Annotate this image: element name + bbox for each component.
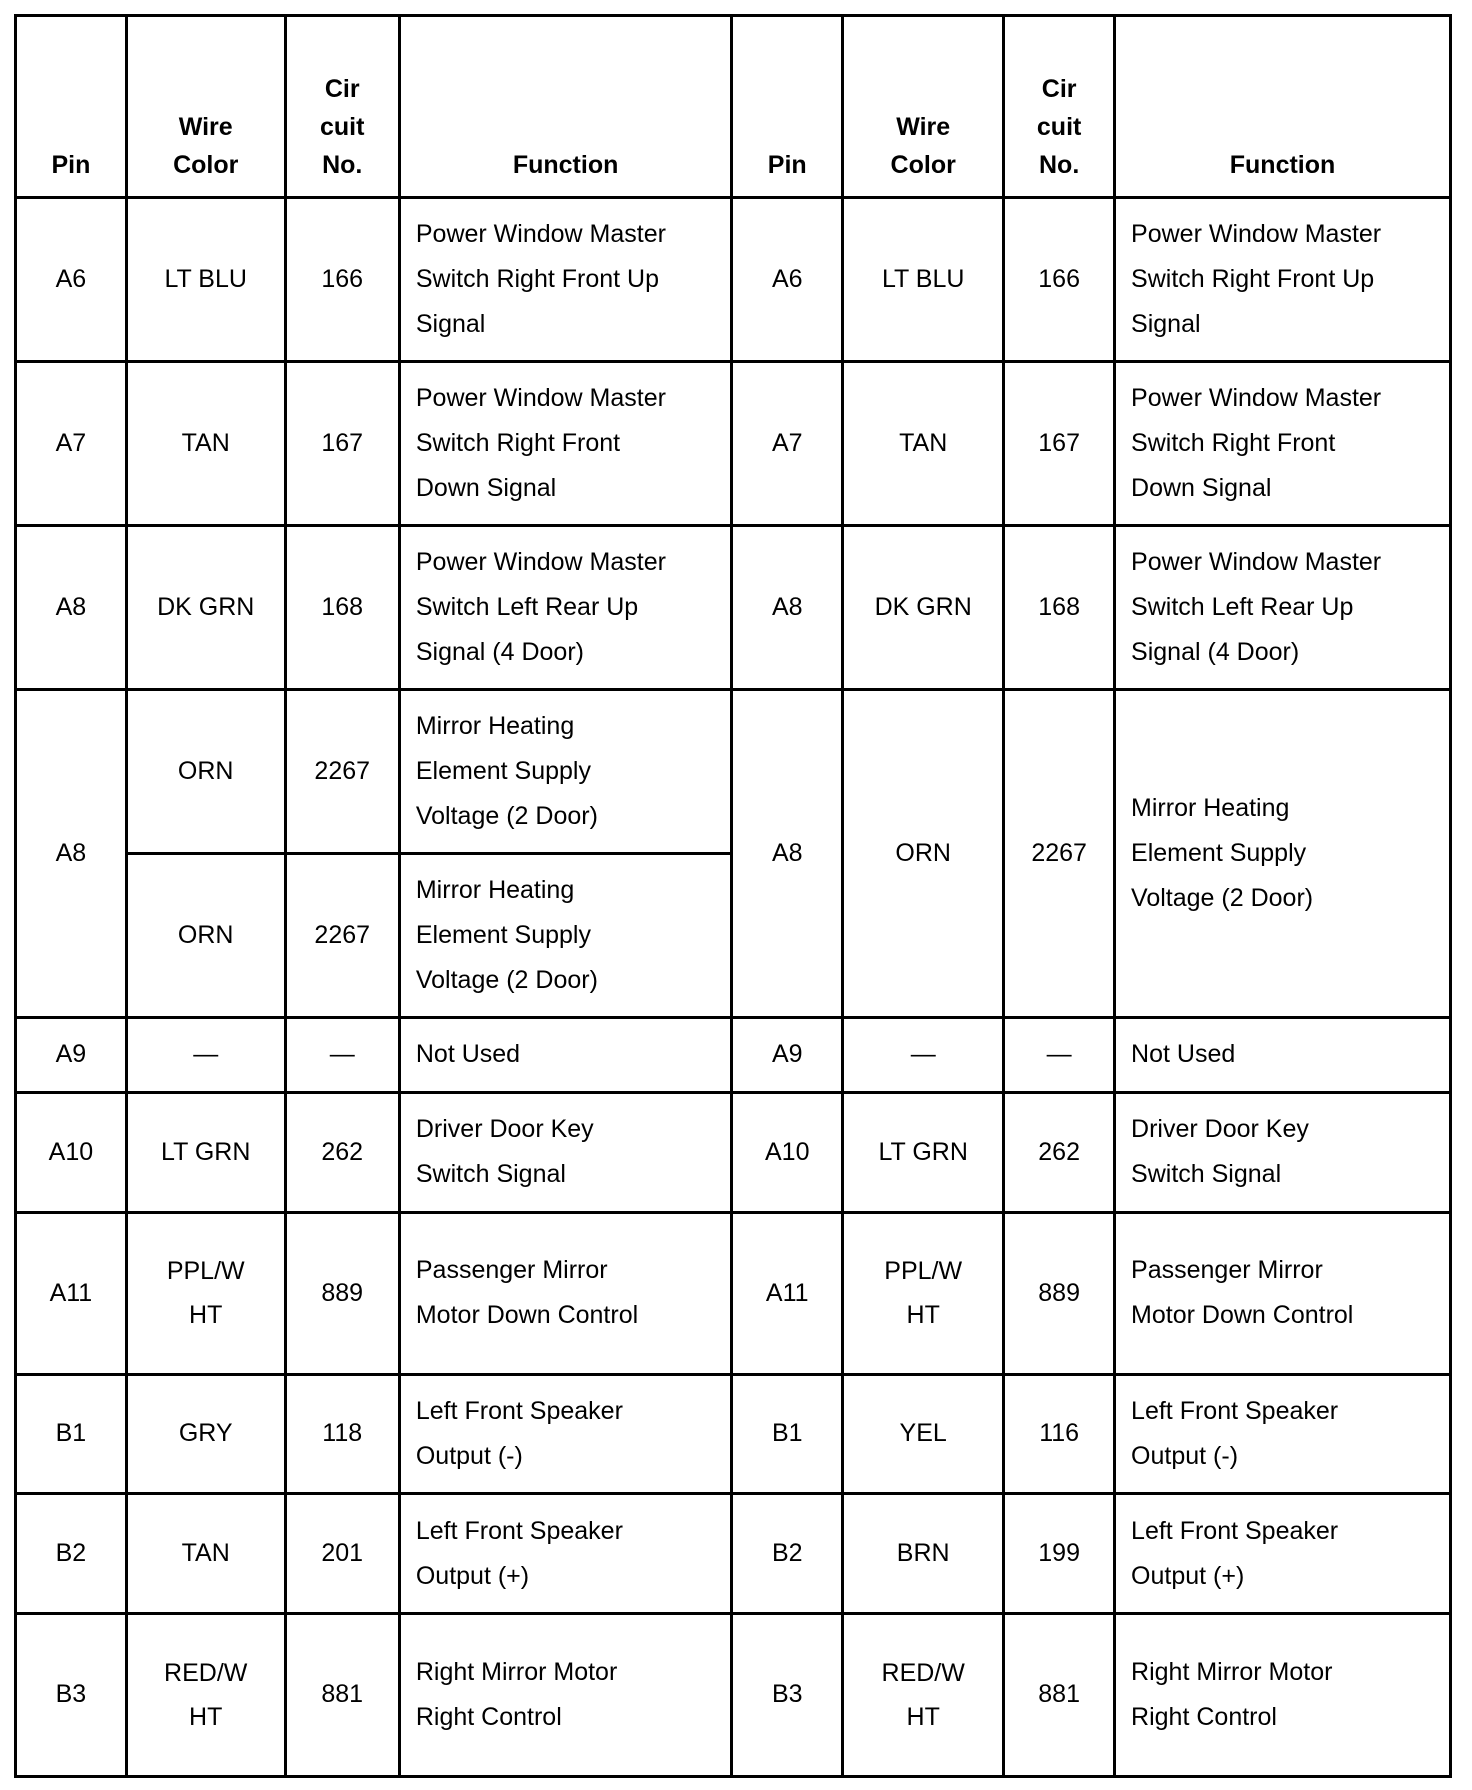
circuit-cell: 167	[285, 361, 399, 525]
pin-cell: A6	[732, 198, 843, 362]
wire-color-cell: YEL	[843, 1374, 1004, 1494]
function-cell: Right Mirror Motor Right Control	[399, 1613, 731, 1776]
circuit-cell: 2267	[285, 689, 399, 853]
pin-cell: B2	[732, 1494, 843, 1614]
function-cell: Power Window Master Switch Right Front Down Signal	[1115, 361, 1451, 525]
header-wire-color-left: Wire Color	[126, 16, 285, 198]
pin-cell: A11	[732, 1212, 843, 1374]
wire-color-cell: DK GRN	[126, 525, 285, 689]
pin-cell: B1	[732, 1374, 843, 1494]
function-cell: Mirror Heating Element Supply Voltage (2 Door)	[399, 689, 731, 853]
function-cell: Left Front Speaker Output (+)	[1115, 1494, 1451, 1614]
function-cell: Driver Door Key Switch Signal	[1115, 1093, 1451, 1213]
circuit-cell: 166	[285, 198, 399, 362]
wire-color-cell: RED/W HT	[126, 1613, 285, 1776]
function-cell: Not Used	[1115, 1017, 1451, 1092]
circuit-cell: 201	[285, 1494, 399, 1614]
header-pin-right: Pin	[732, 16, 843, 198]
pin-cell: B3	[16, 1613, 127, 1776]
wire-color-cell: BRN	[843, 1494, 1004, 1614]
header-wire-color-right: Wire Color	[843, 16, 1004, 198]
function-cell: Power Window Master Switch Right Front Down Signal	[399, 361, 731, 525]
circuit-cell: 881	[1004, 1613, 1115, 1776]
wire-color-cell: LT BLU	[126, 198, 285, 362]
pin-cell: A6	[16, 198, 127, 362]
circuit-cell: 262	[285, 1093, 399, 1213]
wire-color-cell: PPL/W HT	[843, 1212, 1004, 1374]
header-row	[16, 16, 1451, 198]
pin-cell: B1	[16, 1374, 127, 1494]
wire-color-cell: ORN	[843, 689, 1004, 1017]
pin-table	[14, 14, 1452, 1778]
table-row	[16, 525, 1451, 689]
pin-cell: A8	[16, 525, 127, 689]
wire-color-cell: LT GRN	[126, 1093, 285, 1213]
pin-cell: A7	[732, 361, 843, 525]
function-cell: Passenger Mirror Motor Down Control	[1115, 1212, 1451, 1374]
circuit-cell: 199	[1004, 1494, 1115, 1614]
pin-cell: B2	[16, 1494, 127, 1614]
pin-cell: A10	[16, 1093, 127, 1213]
function-cell: Power Window Master Switch Left Rear Up Signal (4 Door)	[399, 525, 731, 689]
circuit-cell: 168	[285, 525, 399, 689]
header-function-left: Function	[399, 16, 731, 198]
function-cell: Mirror Heating Element Supply Voltage (2 Door)	[399, 853, 731, 1017]
function-cell: Not Used	[399, 1017, 731, 1092]
wire-color-cell: GRY	[126, 1374, 285, 1494]
table-row	[16, 1374, 1451, 1494]
table-row	[16, 1093, 1451, 1213]
pin-cell: A8	[732, 689, 843, 1017]
circuit-cell: 118	[285, 1374, 399, 1494]
wire-color-cell: LT BLU	[843, 198, 1004, 362]
function-cell: Right Mirror Motor Right Control	[1115, 1613, 1451, 1776]
circuit-cell: 166	[1004, 198, 1115, 362]
header-pin-left: Pin	[16, 16, 127, 198]
header-function-right: Function	[1115, 16, 1451, 198]
function-cell: Left Front Speaker Output (+)	[399, 1494, 731, 1614]
circuit-cell: 167	[1004, 361, 1115, 525]
pin-cell: A11	[16, 1212, 127, 1374]
pin-cell: A7	[16, 361, 127, 525]
pin-cell: A8	[732, 525, 843, 689]
function-cell: Power Window Master Switch Right Front Up Signal	[399, 198, 731, 362]
wire-color-cell: TAN	[126, 361, 285, 525]
table-row	[16, 1613, 1451, 1776]
function-cell: Passenger Mirror Motor Down Control	[399, 1212, 731, 1374]
function-cell: Left Front Speaker Output (-)	[399, 1374, 731, 1494]
header-circuit-right: Cir cuit No.	[1004, 16, 1115, 198]
table-row	[16, 1212, 1451, 1374]
table-row	[16, 361, 1451, 525]
header-circuit-left: Cir cuit No.	[285, 16, 399, 198]
wire-color-cell: DK GRN	[843, 525, 1004, 689]
circuit-cell: 889	[1004, 1212, 1115, 1374]
circuit-cell: —	[285, 1017, 399, 1092]
table-row	[16, 1494, 1451, 1614]
circuit-cell: 116	[1004, 1374, 1115, 1494]
circuit-cell: —	[1004, 1017, 1115, 1092]
function-cell: Mirror Heating Element Supply Voltage (2 Door)	[1115, 689, 1451, 1017]
wire-color-cell: TAN	[126, 1494, 285, 1614]
pin-cell: A9	[16, 1017, 127, 1092]
wire-color-cell: ORN	[126, 689, 285, 853]
circuit-cell: 881	[285, 1613, 399, 1776]
circuit-cell: 889	[285, 1212, 399, 1374]
table-row	[16, 198, 1451, 362]
pin-cell: A9	[732, 1017, 843, 1092]
function-cell: Left Front Speaker Output (-)	[1115, 1374, 1451, 1494]
table-row	[16, 1017, 1451, 1092]
pin-cell: B3	[732, 1613, 843, 1776]
pin-cell: A10	[732, 1093, 843, 1213]
function-cell: Power Window Master Switch Left Rear Up Signal (4 Door)	[1115, 525, 1451, 689]
table-row	[16, 689, 1451, 853]
circuit-cell: 262	[1004, 1093, 1115, 1213]
wire-color-cell: TAN	[843, 361, 1004, 525]
circuit-cell: 2267	[1004, 689, 1115, 1017]
wire-color-cell: LT GRN	[843, 1093, 1004, 1213]
wire-color-cell: RED/W HT	[843, 1613, 1004, 1776]
function-cell: Driver Door Key Switch Signal	[399, 1093, 731, 1213]
pin-cell: A8	[16, 689, 127, 1017]
circuit-cell: 168	[1004, 525, 1115, 689]
circuit-cell: 2267	[285, 853, 399, 1017]
wire-color-cell: —	[126, 1017, 285, 1092]
wire-color-cell: —	[843, 1017, 1004, 1092]
wire-color-cell: ORN	[126, 853, 285, 1017]
wire-color-cell: PPL/W HT	[126, 1212, 285, 1374]
function-cell: Power Window Master Switch Right Front Up Signal	[1115, 198, 1451, 362]
